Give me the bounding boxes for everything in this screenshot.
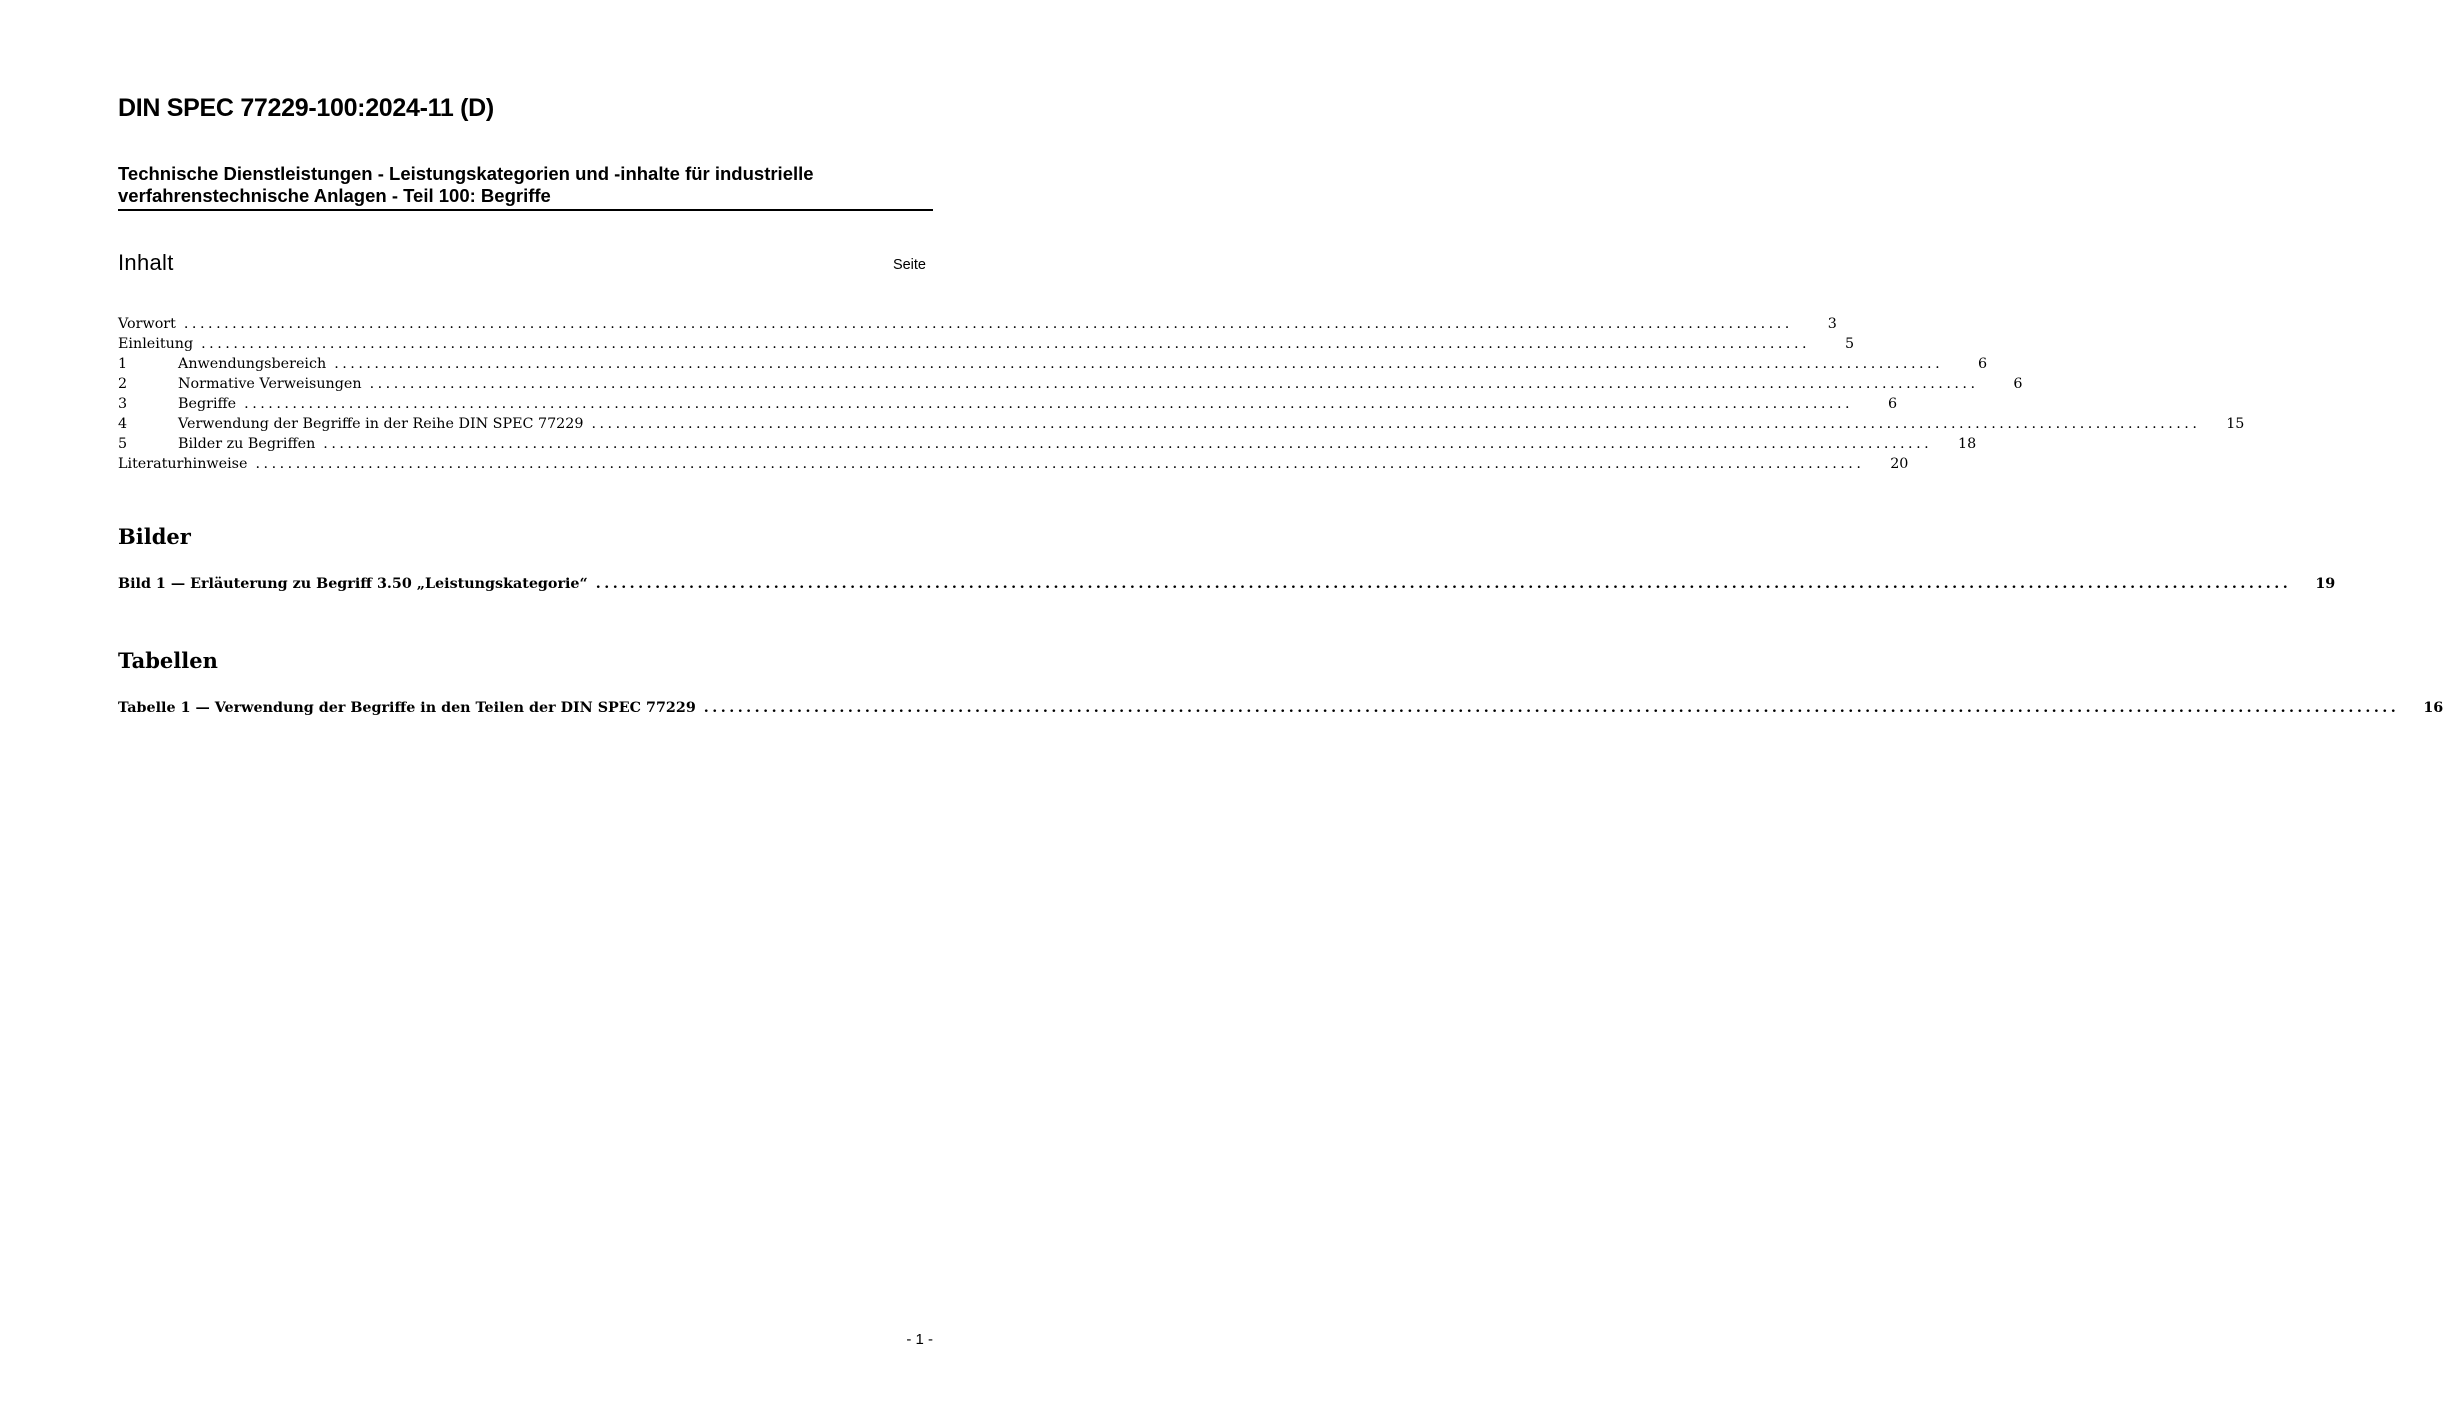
toc-entry-begriffe[interactable] <box>118 394 1898 414</box>
toc-entry-bilder-zu-begriffen[interactable] <box>118 434 1977 454</box>
toc-entry-number: 3 <box>118 396 128 412</box>
figure-entry-bild-1[interactable] <box>118 574 2336 594</box>
toc-entry-text: Verwendung der Begriffe in der Reihe DIN SPEC 77229 <box>178 416 584 432</box>
table-of-contents <box>118 314 2245 474</box>
toc-entry-text: Vorwort <box>118 316 176 332</box>
toc-entry-vorwort[interactable] <box>118 314 1837 334</box>
toc-entry-text: Literaturhinweise <box>118 456 248 472</box>
toc-entry-text: Normative Verweisungen <box>178 376 362 392</box>
page-column-label: Seite <box>892 257 926 273</box>
toc-entry-number: 1 <box>118 356 128 372</box>
figure-entry-text: Bild 1 — Erläuterung zu Begriff 3.50 „Leistungskategorie“ <box>118 576 588 592</box>
page-number: - 1 - <box>906 1331 933 1348</box>
list-of-tables <box>118 698 2443 718</box>
table-entry-text: Tabelle 1 — Verwendung der Begriffe in den Teilen der DIN SPEC 77229 <box>118 700 696 716</box>
list-of-figures <box>118 574 2336 594</box>
toc-entry-page: 3 <box>1827 316 1837 332</box>
toc-leader-dots: ........................................................................................................................................................................................................ <box>201 336 1811 352</box>
toc-entry-verwendung-der-begriffe[interactable] <box>118 414 2245 434</box>
document-subtitle <box>118 163 933 211</box>
toc-leader-dots: ........................................................................................................................................................................................................ <box>595 576 2292 592</box>
toc-entry-page: 15 <box>2226 416 2245 432</box>
toc-leader-dots: ........................................................................................................................................................................................................ <box>183 316 1793 332</box>
toc-entry-literaturhinweise[interactable] <box>118 454 1909 474</box>
toc-leader-dots: ........................................................................................................................................................................................................ <box>334 356 1944 372</box>
table-entry-page: 16 <box>2423 700 2443 716</box>
toc-entry-anwendungsbereich[interactable] <box>118 354 1988 374</box>
toc-entry-text: Begriffe <box>178 396 237 412</box>
toc-entry-number: 5 <box>118 436 128 452</box>
toc-leader-dots: ........................................................................................................................................................................................................ <box>591 416 2201 432</box>
subtitle-line-2: verfahrenstechnische Anlagen - Teil 100: Begriffe <box>118 185 551 206</box>
subtitle-line-1: Technische Dienstleistungen - Leistungskategorien und -inhalte für industrielle <box>118 163 814 184</box>
toc-leader-dots: ........................................................................................................................................................................................................ <box>703 700 2400 716</box>
toc-entry-page: 5 <box>1844 336 1855 352</box>
tables-heading: Tabellen <box>118 648 218 673</box>
table-entry-tabelle-1[interactable] <box>118 698 2443 718</box>
toc-leader-dots: ........................................................................................................................................................................................................ <box>255 456 1865 472</box>
toc-entry-number: 4 <box>118 416 128 432</box>
toc-entry-text: Anwendungsbereich <box>178 356 327 372</box>
document-title: DIN SPEC 77229-100:2024-11 (D) <box>118 94 494 122</box>
toc-leader-dots: ........................................................................................................................................................................................................ <box>244 396 1854 412</box>
toc-leader-dots: ........................................................................................................................................................................................................ <box>369 376 1979 392</box>
toc-heading: Inhalt <box>118 250 174 275</box>
figure-entry-page: 19 <box>2315 576 2336 592</box>
toc-entry-page: 20 <box>1890 456 1909 472</box>
toc-entry-page: 6 <box>2013 376 2023 392</box>
toc-entry-page: 6 <box>1978 356 1988 372</box>
toc-entry-text: Einleitung <box>118 336 194 352</box>
figures-heading: Bilder <box>118 524 191 549</box>
toc-entry-page: 18 <box>1958 436 1977 452</box>
toc-entry-normative-verweisungen[interactable] <box>118 374 2023 394</box>
toc-entry-number: 2 <box>118 376 128 392</box>
toc-entry-text: Bilder zu Begriffen <box>178 436 316 452</box>
toc-leader-dots: ........................................................................................................................................................................................................ <box>323 436 1933 452</box>
toc-entry-page: 6 <box>1887 396 1898 412</box>
toc-entry-einleitung[interactable] <box>118 334 1855 354</box>
